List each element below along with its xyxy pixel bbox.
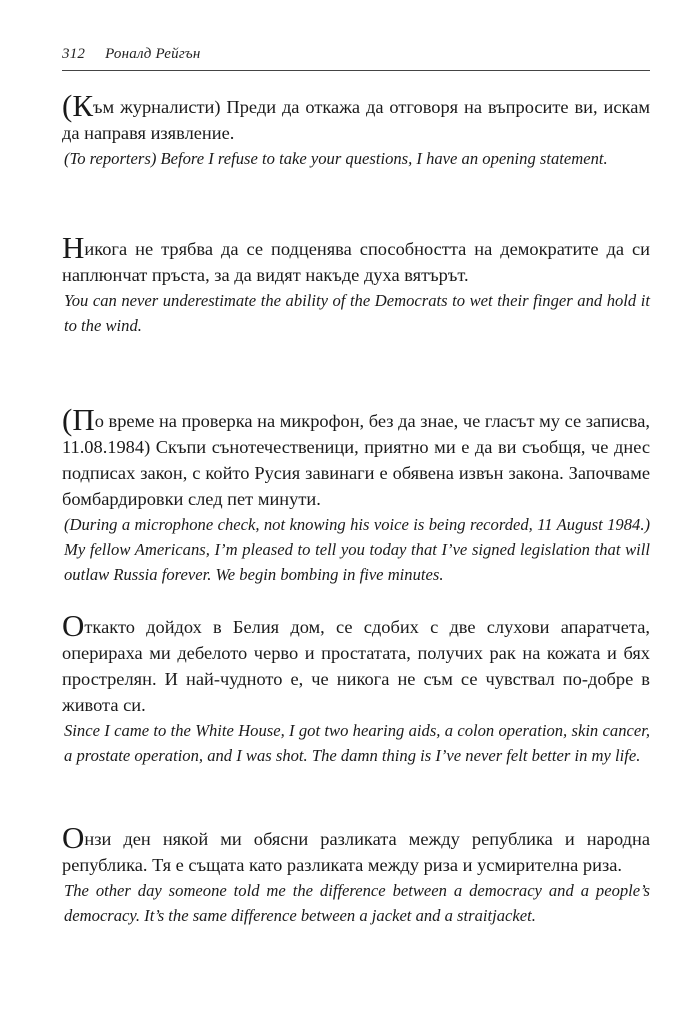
running-title: Роналд Рейгън	[105, 46, 201, 62]
quote-english: You can never underestimate the ability of the Democrats to wet their finger and hold it to the wind.	[64, 291, 650, 335]
quote-english: (During a microphone check, not knowing his voice is being recorded, 11 August 1984.) My fellow Americans, I’m pleased to tell you today that I’ve signed legislation that will outlaw Russia forever. We begin bombing in five minutes.	[64, 515, 650, 584]
quote-initial: (П	[62, 402, 95, 437]
quote-bulgarian-text: икога не трябва да се подценява способността на демократите да си наплюнчат пръста, за да видят накъде духа вятърът.	[62, 239, 650, 285]
quote-bulgarian-text: ъм журналисти) Преди да откажа да отговоря на въпросите ви, искам да направя изявление.	[62, 97, 650, 143]
quote-english: (To reporters) Before I refuse to take your questions, I have an opening statement.	[64, 149, 608, 168]
quote-block	[62, 88, 650, 171]
quote-block	[62, 608, 650, 768]
quote-initial: О	[62, 820, 85, 855]
quote-bulgarian	[62, 230, 650, 288]
page-number: 312	[62, 46, 86, 62]
header-rule	[62, 70, 650, 71]
quote-initial: Н	[62, 230, 85, 265]
quote-bulgarian	[62, 820, 650, 878]
quote-initial: (К	[62, 88, 93, 123]
quote-bulgarian-text: нзи ден някой ми обясни разликата между република и народна република. Тя е същата като разликата между риза и усмирителна риза.	[62, 829, 650, 875]
running-header	[62, 46, 650, 63]
quote-initial: О	[62, 608, 85, 643]
quote-block	[62, 230, 650, 338]
quote-bulgarian	[62, 608, 650, 718]
quote-english: Since I came to the White House, I got two hearing aids, a colon operation, skin cancer, a prostate operation, and I was shot. The damn thing is I’ve never felt better in my life.	[64, 721, 650, 765]
quote-block	[62, 402, 650, 587]
quote-bulgarian	[62, 88, 650, 146]
quote-bulgarian	[62, 402, 650, 512]
quote-block	[62, 820, 650, 928]
quote-english: The other day someone told me the difference between a democracy and a people’s democracy. It’s the same difference between a jacket and a straitjacket.	[64, 881, 650, 925]
quote-bulgarian-text: ткакто дойдох в Белия дом, се сдобих с две слухови апаратчета, оперираха ми дебелото черво и простатата, получих рак на кожата и бях прострелян. И най-чудното е, че никога не съм се чувствал по-добре в живота си.	[62, 617, 650, 715]
quote-bulgarian-text: о време на проверка на микрофон, без да знае, че гласът му се записва, 11.08.1984) Скъпи сънотечественици, приятно ми е да ви съобщя, че днес подписах закон, с който Русия завинаги е обявена извън закона. Започваме бомбардировки след пет минути.	[62, 411, 650, 509]
